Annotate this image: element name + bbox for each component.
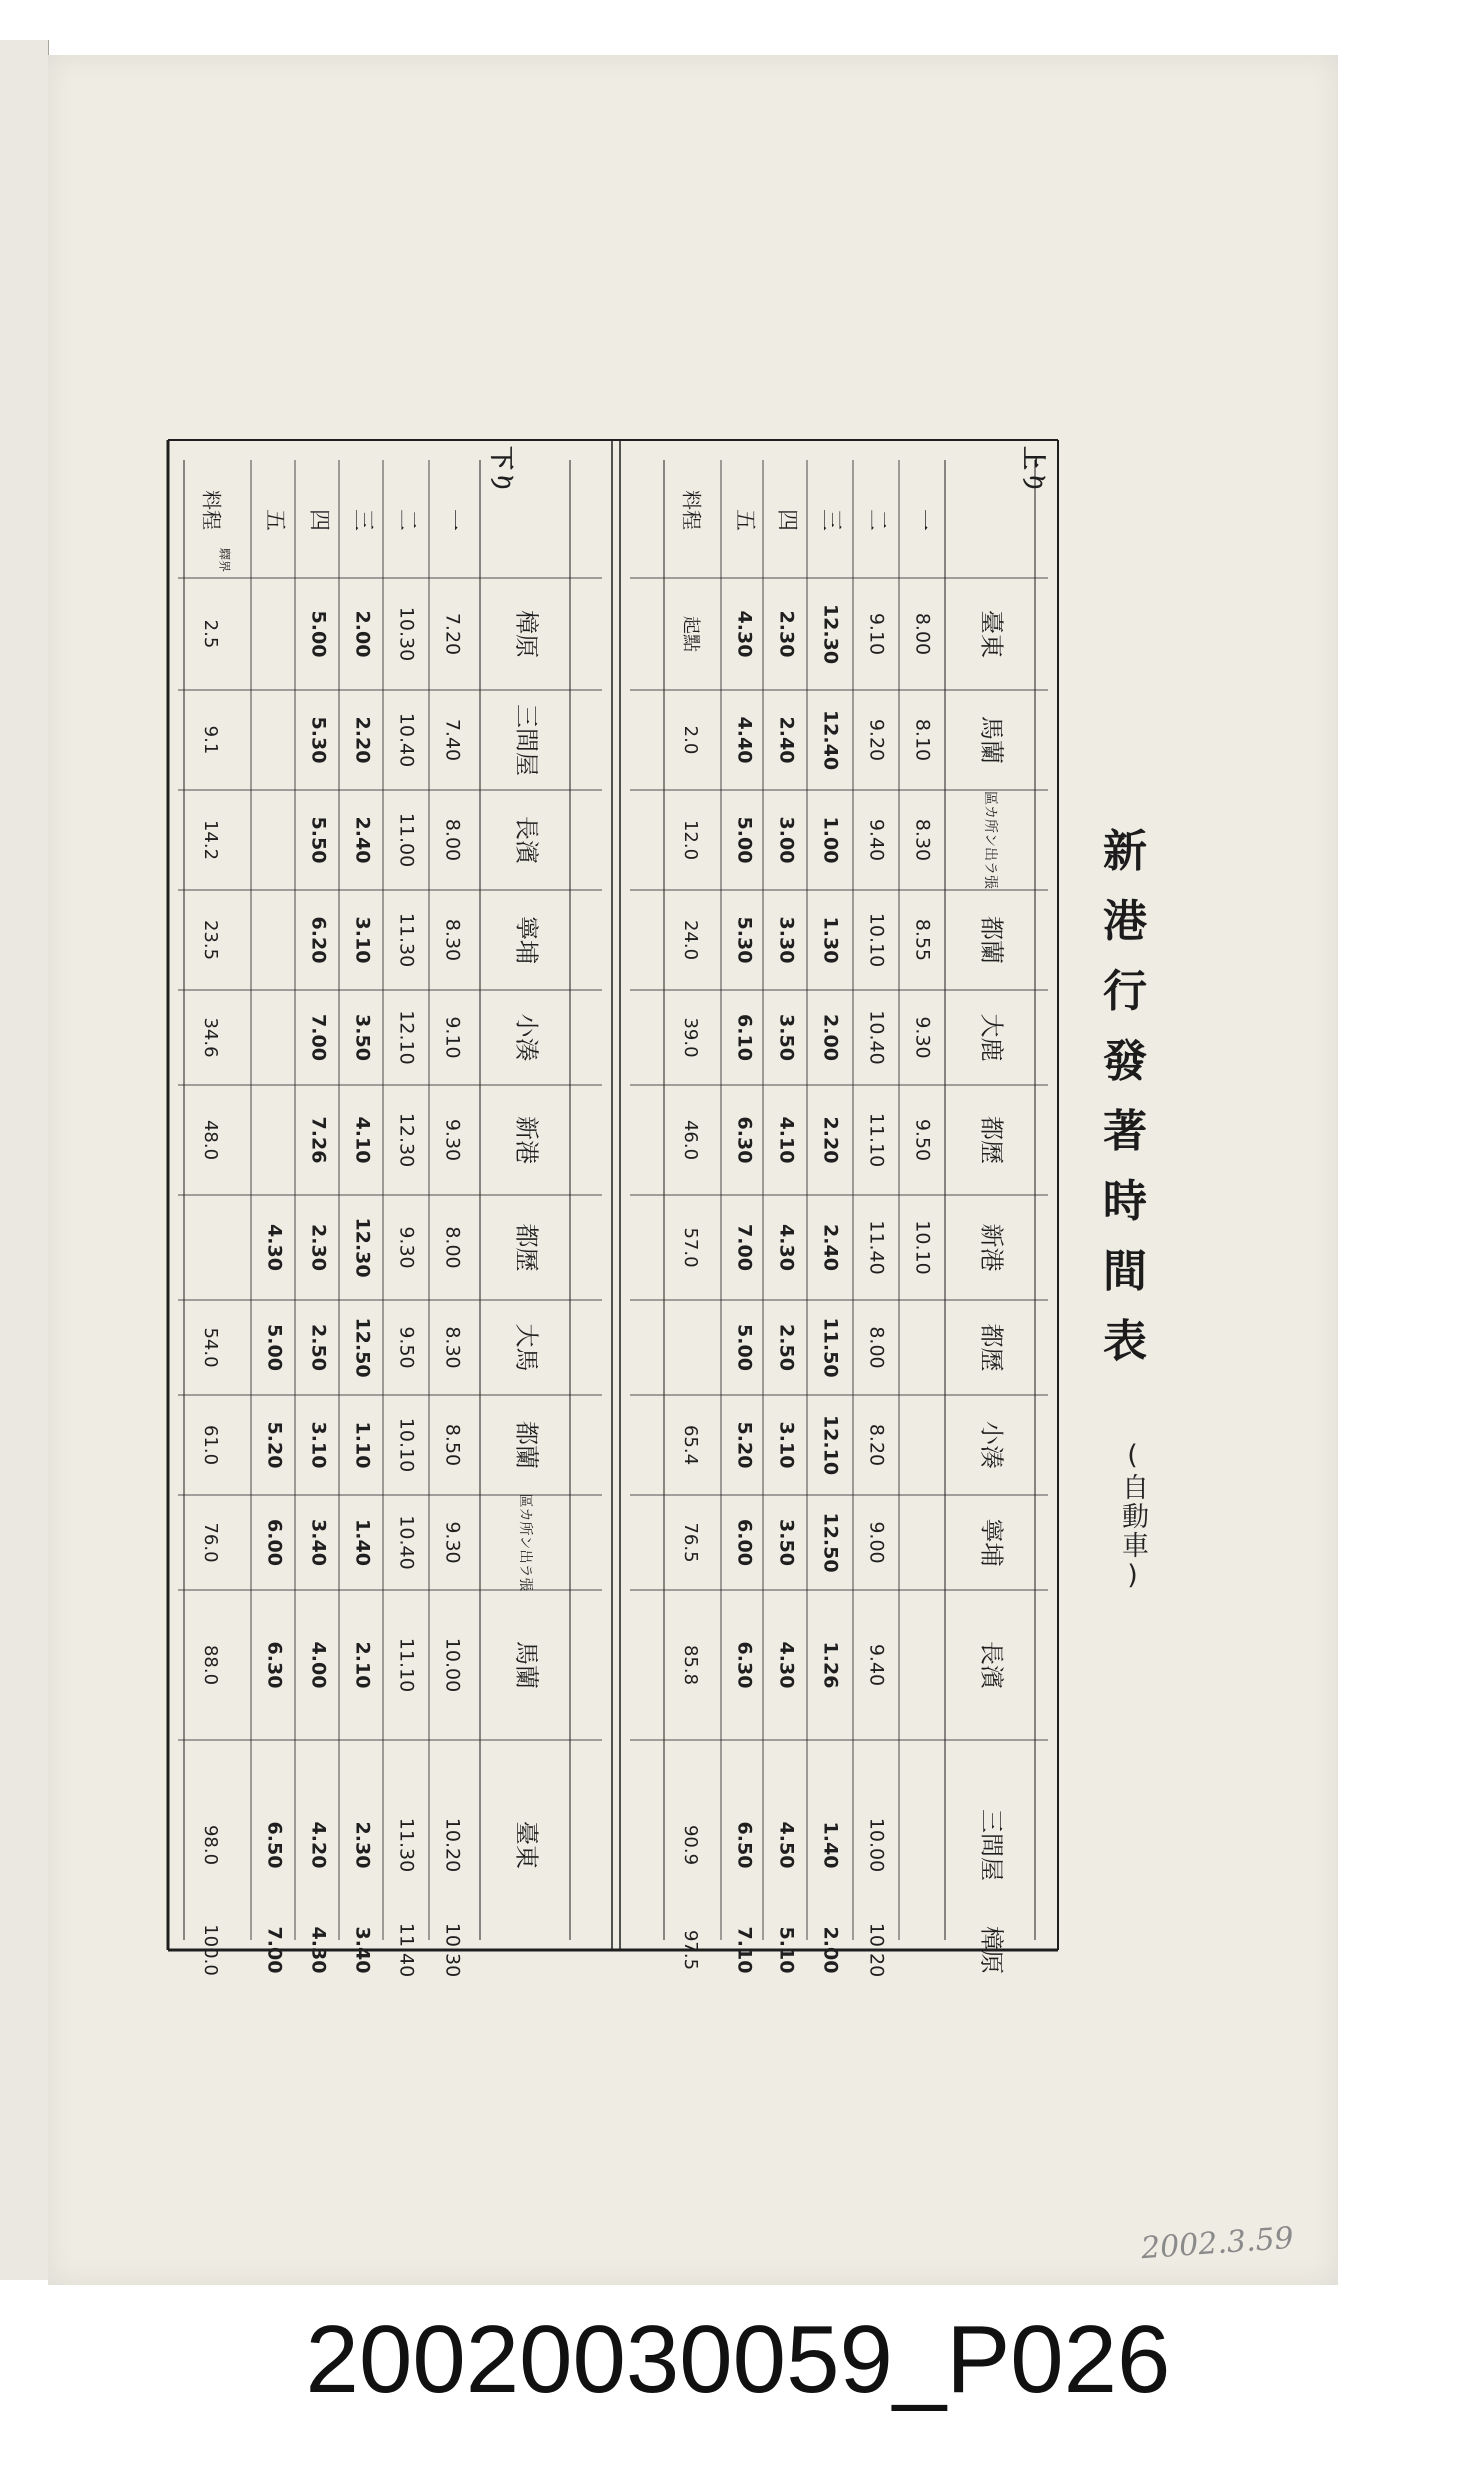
departure-time: 1.00 [819,816,842,864]
fare-value: 100.0 [200,1924,221,1976]
title-char: 表 [1103,1316,1147,1367]
fare-value: 48.0 [200,1119,221,1161]
trip-label: 四 [774,508,799,532]
departure-time: 5.00 [263,1324,286,1371]
departure-time: 3.10 [775,1421,798,1469]
departure-time: 8.10 [911,718,934,762]
departure-time: 11.00 [395,812,418,868]
departure-time: 3.40 [351,1926,374,1974]
departure-time: 9.50 [911,1118,934,1162]
departure-time: 2.00 [819,1926,842,1974]
fare-value: 90.9 [680,1824,701,1866]
station-name: 區カ所ン出ラ張 [982,791,998,889]
departure-time: 2.00 [819,1014,842,1061]
departure-time: 9.40 [865,1643,888,1687]
station-name: 馬蘭 [977,716,1006,764]
departure-time: 7.40 [441,718,464,762]
station-name: 長濱 [977,1641,1006,1689]
departure-time: 9.30 [911,1016,934,1059]
station-name: 樟原 [512,610,541,658]
departure-time: 8.00 [441,818,464,862]
station-name: 都蘭 [512,1421,541,1469]
departure-time: 6.20 [307,916,330,964]
departure-time: 11.40 [395,1922,418,1978]
departure-time: 3.30 [775,916,798,964]
fare-value: 65.4 [680,1424,701,1466]
departure-time: 2.30 [775,610,798,658]
departure-time: 10.30 [395,606,418,662]
title-char: 時 [1103,1176,1147,1227]
departure-time: 12.30 [819,603,842,665]
station-name: 臺東 [977,610,1006,658]
station-name: 小湊 [977,1421,1006,1469]
departure-time: 12.30 [351,1217,374,1278]
departure-time: 6.30 [263,1641,286,1689]
title-char: 著 [1103,1106,1147,1157]
departure-time: 9.50 [395,1326,418,1369]
departure-time: 7.00 [733,1224,756,1271]
departure-time: 11.10 [395,1637,418,1693]
departure-time: 6.30 [733,1116,756,1164]
departure-time: 6.10 [733,1014,756,1061]
fare-value: 34.6 [200,1017,221,1058]
departure-time: 12.10 [819,1414,842,1476]
departure-time: 7.00 [307,1014,330,1061]
departure-time: 2.50 [307,1324,330,1371]
departure-time: 10.00 [441,1637,464,1693]
departure-time: 10.40 [395,1515,418,1570]
departure-time: 5.10 [775,1926,798,1974]
departure-time: 12.40 [819,709,842,771]
fare-value: 2.5 [200,619,221,649]
station-name: 大鹿 [977,1013,1006,1062]
departure-time: 11.50 [819,1317,842,1378]
departure-time: 5.00 [733,816,756,864]
departure-time: 10.30 [441,1922,464,1978]
station-name: 樟原 [977,1926,1006,1974]
departure-time: 10.20 [441,1817,464,1873]
departure-time: 6.30 [733,1641,756,1689]
departure-time: 8.20 [865,1423,888,1467]
departure-time: 2.10 [351,1641,374,1689]
title-char: 港 [1103,896,1147,947]
archive-stamp: 2002.3.59 [1139,2220,1295,2267]
direction-label: 下り [487,446,517,494]
station-name: 都歷 [512,1223,541,1272]
departure-time: 2.30 [351,1821,374,1869]
fare-value: 97.5 [680,1929,701,1971]
departure-time: 6.50 [263,1821,286,1869]
trip-label: 一 [910,508,935,532]
departure-time: 2.30 [307,1224,330,1271]
departure-time: 1.30 [819,916,842,964]
departure-time: 12.10 [395,1010,418,1065]
departure-time: 1.10 [351,1421,374,1469]
station-name: 寧埔 [512,916,541,964]
title-char: 新 [1103,826,1147,877]
title-char: 發 [1103,1036,1147,1087]
departure-time: 9.30 [441,1521,464,1564]
departure-time: 8.55 [911,918,934,962]
fare-value: 57.0 [680,1227,701,1268]
departure-time: 7.00 [263,1926,286,1974]
station-name: 寧埔 [977,1518,1006,1567]
fare-value: 54.0 [200,1327,221,1368]
timetable-cells [200,446,1049,1977]
fare-value: 46.0 [680,1119,701,1161]
departure-time: 5.00 [307,610,330,658]
station-name: 都歷 [977,1323,1006,1372]
title-char: 間 [1103,1246,1147,1297]
departure-time: 1.40 [351,1519,374,1566]
departure-time: 4.30 [263,1224,286,1271]
departure-time: 11.30 [395,1817,418,1873]
departure-time: 4.30 [733,610,756,658]
fare-value: 12.0 [680,819,701,861]
departure-time: 10.40 [865,1010,888,1065]
fare-note: 驛界 [217,547,232,573]
departure-time: 10.40 [395,712,418,768]
station-name: 都歷 [977,1116,1006,1164]
departure-time: 10.00 [865,1817,888,1873]
station-name: 馬蘭 [512,1641,541,1689]
title-annotation: (自動車) [1117,1440,1148,1593]
departure-time: 9.30 [395,1226,418,1269]
departure-time: 9.10 [441,1016,464,1059]
fare-value: 61.0 [200,1424,221,1466]
departure-time: 7.26 [307,1116,330,1164]
station-name: 區カ所ン出ラ張 [517,1493,533,1592]
trip-label: 一 [440,508,465,532]
departure-time: 5.20 [733,1421,756,1469]
departure-time: 4.20 [307,1821,330,1869]
fare-value: 9.1 [200,725,221,755]
departure-time: 4.40 [733,716,756,764]
departure-time: 2.40 [819,1224,842,1271]
departure-time: 2.50 [775,1324,798,1371]
departure-time: 5.50 [307,816,330,864]
departure-time: 10.10 [865,912,888,968]
departure-time: 7.10 [733,1926,756,1974]
departure-time: 6.00 [263,1519,286,1566]
departure-time: 2.20 [351,716,374,764]
departure-time: 2.40 [775,716,798,764]
station-name: 三間屋 [512,704,541,776]
fare-value: 39.0 [680,1017,701,1058]
departure-time: 9.10 [865,612,888,656]
trip-label: 五 [262,508,287,532]
departure-time: 3.50 [775,1014,798,1061]
station-name: 小湊 [512,1013,541,1062]
fare-value: 88.0 [200,1644,221,1686]
departure-time: 8.00 [441,1226,464,1269]
departure-time: 11.10 [865,1112,888,1168]
departure-time: 9.20 [865,718,888,762]
departure-time: 3.50 [775,1519,798,1566]
departure-time: 3.40 [307,1519,330,1566]
fare-value: 23.5 [200,919,221,961]
departure-time: 4.10 [351,1116,374,1164]
fare-value: 2.0 [680,725,701,755]
departure-time: 10.10 [911,1220,934,1275]
departure-time: 12.50 [351,1317,374,1378]
departure-time: 8.30 [911,818,934,862]
departure-time: 8.50 [441,1423,464,1467]
departure-time: 3.00 [775,816,798,864]
departure-time: 4.10 [775,1116,798,1164]
departure-time: 9.00 [865,1521,888,1564]
departure-time: 4.50 [775,1821,798,1869]
departure-time: 8.00 [911,612,934,656]
departure-time: 6.50 [733,1821,756,1869]
trip-label: 五 [732,508,757,532]
departure-time: 3.10 [351,916,374,964]
departure-time: 3.50 [351,1014,374,1061]
departure-time: 9.30 [441,1118,464,1162]
departure-time: 12.30 [395,1112,418,1168]
fare-label: 料程 [679,490,704,530]
departure-time: 10.20 [865,1922,888,1978]
departure-time: 5.30 [733,916,756,964]
title-char: 行 [1103,966,1147,1017]
station-name: 都蘭 [977,916,1006,964]
trip-label: 三 [818,508,843,532]
departure-time: 8.00 [865,1326,888,1369]
departure-time: 1.26 [819,1641,842,1689]
departure-time: 2.20 [819,1116,842,1164]
departure-time: 2.40 [351,816,374,864]
departure-time: 4.30 [775,1641,798,1689]
station-name: 三間屋 [977,1809,1006,1881]
station-name: 新港 [977,1223,1006,1272]
fare-value: 24.0 [680,919,701,961]
departure-time: 2.00 [351,610,374,658]
departure-time: 5.20 [263,1421,286,1469]
departure-time: 5.30 [307,716,330,764]
station-name: 大馬 [512,1323,541,1372]
departure-time: 6.00 [733,1519,756,1566]
trip-label: 二 [864,508,889,532]
trip-label: 四 [306,508,331,532]
station-name: 新港 [512,1116,541,1164]
departure-time: 11.40 [865,1220,888,1275]
trip-label: 三 [350,508,375,532]
departure-time: 4.00 [307,1641,330,1689]
departure-time: 4.30 [775,1224,798,1271]
fare-value: 起點 [680,616,701,652]
fare-value: 85.8 [680,1644,701,1686]
station-name: 長濱 [512,816,541,864]
departure-time: 11.30 [395,912,418,968]
fare-label: 料程 [199,490,224,530]
departure-time: 7.20 [441,612,464,656]
departure-time: 3.10 [307,1421,330,1469]
departure-time: 9.40 [865,818,888,862]
departure-time: 12.50 [819,1512,842,1573]
departure-time: 5.00 [733,1324,756,1371]
departure-time: 4.30 [307,1926,330,1974]
departure-time: 8.30 [441,918,464,962]
fare-value: 76.0 [200,1522,221,1563]
image-caption: 20020030059_P026 [305,2306,1171,2413]
fare-value: 98.0 [200,1824,221,1866]
trip-label: 二 [394,508,419,532]
departure-time: 1.40 [819,1821,842,1869]
departure-time: 8.30 [441,1326,464,1369]
departure-time: 10.10 [395,1417,418,1473]
station-name: 臺東 [512,1821,541,1869]
fare-value: 76.5 [680,1522,701,1563]
fare-value: 14.2 [200,819,221,861]
timetable-grid [168,440,1058,1950]
direction-label: 上り [1019,446,1049,494]
